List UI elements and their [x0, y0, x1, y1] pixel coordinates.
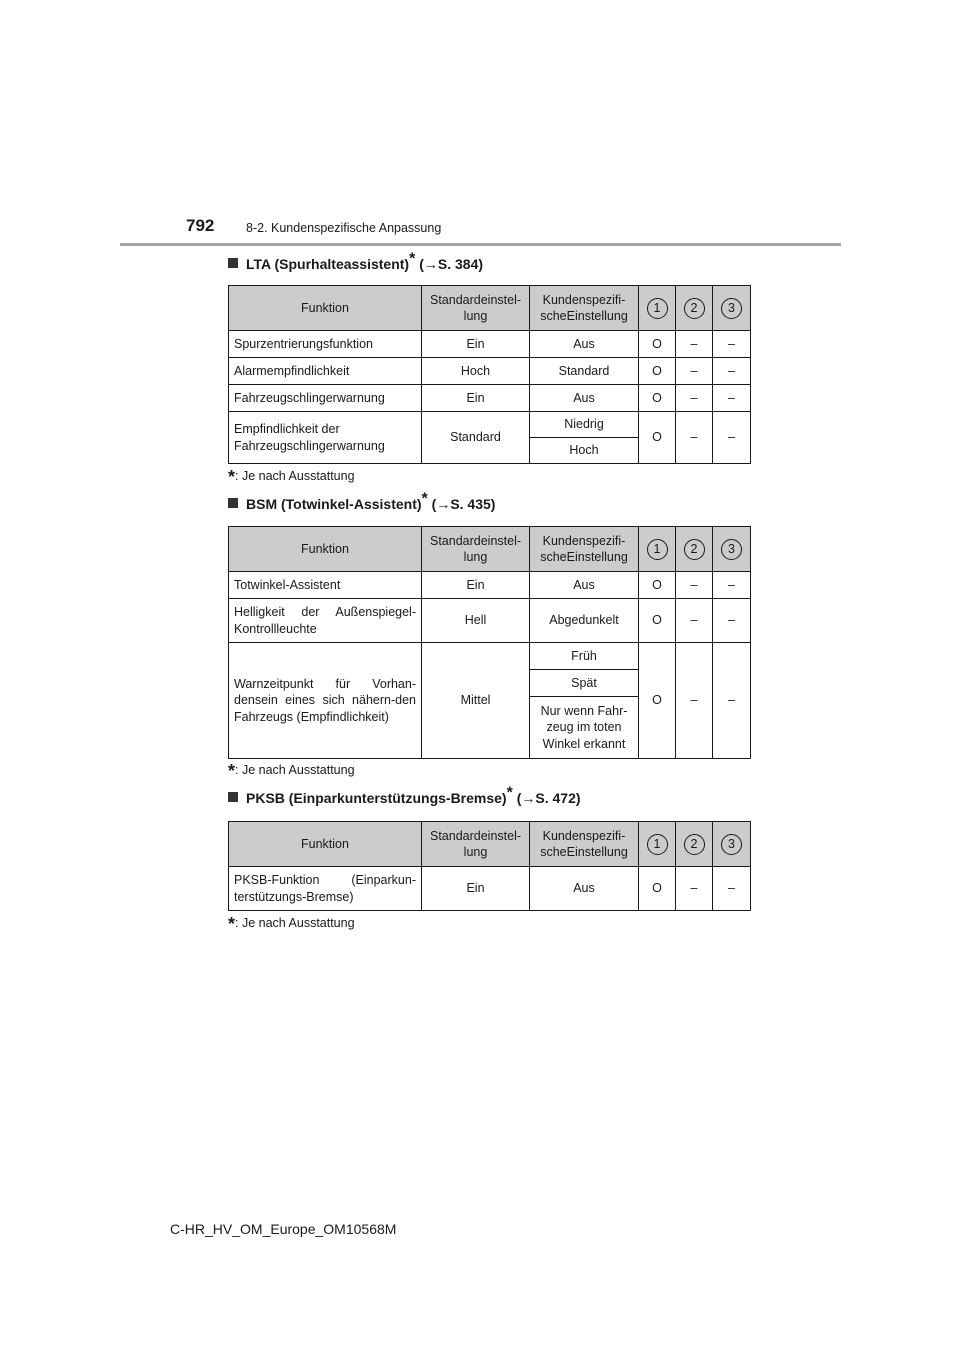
header-funktion: Funktion	[229, 822, 422, 867]
lta-heading: LTA (Spurhalteassistent)* (→S. 384)	[228, 256, 483, 272]
header-standard: Standardeinstel-lung	[422, 527, 530, 572]
table-row: Helligkeit der Außenspiegel-Kontrollleuchte Hell Abgedunkelt O – –	[229, 599, 751, 643]
circled-three-icon: 3	[721, 539, 742, 560]
header-standard: Standardeinstel-lung	[422, 822, 530, 867]
page-number: 792	[186, 216, 215, 235]
table-row: PKSB-Funktion (Einparkun-terstützungs-Bremse) Ein Aus O – –	[229, 867, 751, 911]
circled-three-icon: 3	[721, 298, 742, 319]
table-row: Spät	[229, 670, 751, 697]
table-header-row	[229, 822, 751, 867]
header-custom: Kundenspezifi-scheEinstellung	[530, 527, 639, 572]
header-circle-1	[639, 822, 676, 867]
section-title: 8-2. Kundenspezifische Anpassung	[246, 221, 442, 235]
bsm-table	[228, 526, 751, 759]
table-row: Alarmempfindlichkeit Hoch Standard O – –	[229, 358, 751, 385]
circled-two-icon: 2	[684, 834, 705, 855]
header-divider	[120, 243, 841, 246]
circled-two-icon: 2	[684, 298, 705, 319]
document-footer: C-HR_HV_OM_Europe_OM10568M	[170, 1221, 397, 1237]
header-circle-3	[713, 286, 751, 331]
table-row: Totwinkel-Assistent Ein Aus O – –	[229, 572, 751, 599]
circled-one-icon: 1	[647, 834, 668, 855]
header-circle-2	[676, 822, 713, 867]
pksb-footnote: *: Je nach Ausstattung	[228, 914, 355, 934]
bsm-footnote: *: Je nach Ausstattung	[228, 761, 355, 781]
header-circle-1	[639, 527, 676, 572]
header-circle-2	[676, 286, 713, 331]
table-row: Spurzentrierungsfunktion Ein Aus O – –	[229, 331, 751, 358]
bsm-heading: BSM (Totwinkel-Assistent)* (→S. 435)	[228, 496, 495, 512]
square-bullet-icon	[228, 498, 238, 508]
header-custom: Kundenspezifi-scheEinstellung	[530, 822, 639, 867]
circled-one-icon: 1	[647, 539, 668, 560]
header-circle-2	[676, 527, 713, 572]
header-custom: Kundenspezifi-scheEinstellung	[530, 286, 639, 331]
header-funktion: Funktion	[229, 286, 422, 331]
table-row: Warnzeitpunkt für Vorhan-densein eines sich nähern-den Fahrzeugs (Empfindlichkeit) Mittel Früh O – –	[229, 643, 751, 670]
circled-two-icon: 2	[684, 539, 705, 560]
lta-table	[228, 285, 751, 464]
table-row: Nur wenn Fahr-zeug im toten Winkel erkannt	[229, 697, 751, 759]
table-header-row	[229, 286, 751, 331]
circled-one-icon: 1	[647, 298, 668, 319]
table-row: Hoch	[229, 438, 751, 464]
table-header-row	[229, 527, 751, 572]
table-row: Fahrzeugschlingerwarnung Ein Aus O – –	[229, 385, 751, 412]
table-row: Empfindlichkeit der Fahrzeugschlingerwarnung Standard Niedrig O – –	[229, 412, 751, 438]
square-bullet-icon	[228, 792, 238, 802]
header-circle-1	[639, 286, 676, 331]
lta-footnote: *: Je nach Ausstattung	[228, 467, 355, 487]
header-standard: Standardeinstel-lung	[422, 286, 530, 331]
header-circle-3	[713, 527, 751, 572]
circled-three-icon: 3	[721, 834, 742, 855]
header-circle-3	[713, 822, 751, 867]
header-funktion: Funktion	[229, 527, 422, 572]
pksb-heading: PKSB (Einparkunterstützungs-Bremse)* (→S. 472)	[228, 790, 581, 806]
pksb-table	[228, 821, 751, 911]
square-bullet-icon	[228, 258, 238, 268]
